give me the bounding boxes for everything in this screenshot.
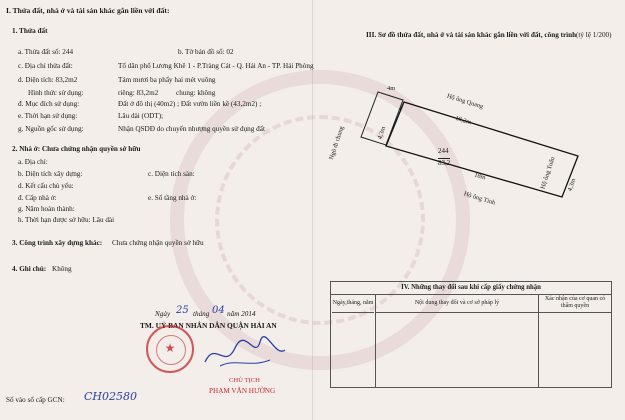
- date-year: năm 2014: [227, 310, 256, 318]
- term-value: Lâu dài (ODT);: [118, 112, 164, 120]
- date-day: 25: [176, 305, 189, 316]
- house-build-area: b. Diện tích xây dựng:: [18, 170, 83, 178]
- neighbor-east: Hộ ông Tuấn: [539, 156, 557, 190]
- house-year: g. Năm hoàn thành:: [18, 205, 75, 213]
- address-label: c. Địa chỉ thửa đất:: [18, 62, 73, 70]
- label-top-length: 18,2m: [454, 114, 473, 127]
- section3-label: 3. Công trình xây dựng khác:: [12, 239, 103, 247]
- date-month-word: tháng: [193, 310, 210, 318]
- section1-title: I. Thửa đất, nhà ở và tài sản khác gắn liền với đất:: [6, 6, 170, 15]
- registry-label: Số vào sổ cấp GCN:: [6, 396, 65, 404]
- label-left-width: 4,3m: [376, 125, 388, 141]
- address-value: Tổ dân phố Lương Khê 1 - P.Tràng Cát - Q. Hải An - TP. Hải Phòng: [118, 62, 314, 70]
- parcel-outline: [386, 102, 578, 197]
- label-bottom-length: 18m: [473, 171, 487, 182]
- authority-name: TM. UỶ BAN NHÂN DÂN QUẬN HẢI AN: [140, 321, 277, 330]
- purpose-value: Đất ở đô thị (40m2) ; Đất vườn liền kề (43,2m2) ;: [118, 100, 262, 108]
- signer-position: CHỦ TỊCH: [229, 377, 260, 384]
- changes-title: IV. Những thay đổi sau khi cấp giấy chứng nhận: [331, 282, 611, 295]
- parcel-no-field: a. Thửa đất số: 244: [18, 48, 74, 56]
- date-month: 04: [212, 305, 225, 316]
- usage-common: chung: không: [176, 89, 216, 97]
- term-label: e. Thời hạn sử dụng:: [18, 112, 78, 120]
- signature: [200, 330, 290, 375]
- house-floor-area: c. Diện tích sàn:: [148, 170, 195, 178]
- official-stamp: ★: [146, 325, 194, 373]
- house-term: h. Thời hạn được sở hữu: Lâu dài: [18, 216, 115, 224]
- neighbor-south: Hộ ông Tỉnh: [462, 190, 497, 207]
- signer-name: PHẠM VĂN HƯỜNG: [209, 387, 276, 395]
- usage-form-label: Hình thức sử dụng:: [28, 89, 84, 97]
- parcel-area: 83,2: [438, 159, 451, 167]
- origin-value: Nhận QSDĐ do chuyển nhượng quyền sử dụng đất: [118, 125, 265, 133]
- changes-header-content: Nội dung thay đổi và cơ sở pháp lý: [376, 294, 538, 313]
- changes-header-confirm: Xác nhận của cơ quan có thẩm quyền: [539, 294, 611, 313]
- date-prefix: Ngày: [155, 310, 171, 318]
- changes-header-date: Ngày,tháng, năm: [332, 294, 374, 313]
- purpose-label: đ. Mục đích sử dụng:: [18, 100, 80, 108]
- label-top-width: 4m: [387, 85, 396, 92]
- section3-value: Chưa chứng nhận quyền sở hữu: [112, 239, 204, 247]
- section2-title: 2. Nhà ở: Chưa chứng nhận quyền sở hữu: [12, 145, 141, 153]
- section4-value: Không: [52, 265, 72, 273]
- house-floors: e. Số tầng nhà ở:: [148, 194, 197, 202]
- usage-private: riêng: 83,2m2: [118, 89, 159, 97]
- house-grade: đ. Cấp nhà ở:: [18, 194, 57, 202]
- neighbor-west: Ngõ đi chung: [328, 125, 346, 161]
- section1-sub-title: 1. Thửa đất: [12, 27, 48, 35]
- parcel-diagram: [330, 80, 620, 210]
- section4-label: 4. Ghi chú:: [12, 265, 47, 273]
- changes-table: [330, 281, 612, 388]
- area-field: d. Diện tích: 83,2m2: [18, 76, 78, 84]
- label-right-width: 4,3m: [566, 177, 578, 193]
- parcel-number: 244: [438, 147, 449, 155]
- house-structure: d. Kết cấu chủ yếu:: [18, 182, 74, 190]
- diagram-scale: (tỷ lệ 1/200): [576, 31, 612, 39]
- neighbor-north: Hộ ông Quang: [446, 92, 485, 111]
- area-words: Tám mươi ba phẩy hai mét vuông: [118, 76, 216, 84]
- map-sheet-field: b. Tờ bản đồ số: 02: [178, 48, 234, 56]
- house-address: a. Địa chỉ:: [18, 158, 48, 166]
- diagram-title: III. Sơ đồ thửa đất, nhà ở và tài sản khác gắn liền với đất, công trình: [366, 31, 577, 39]
- origin-label: g. Nguồn gốc sử dụng:: [18, 125, 84, 133]
- registry-value: CH02580: [84, 390, 138, 403]
